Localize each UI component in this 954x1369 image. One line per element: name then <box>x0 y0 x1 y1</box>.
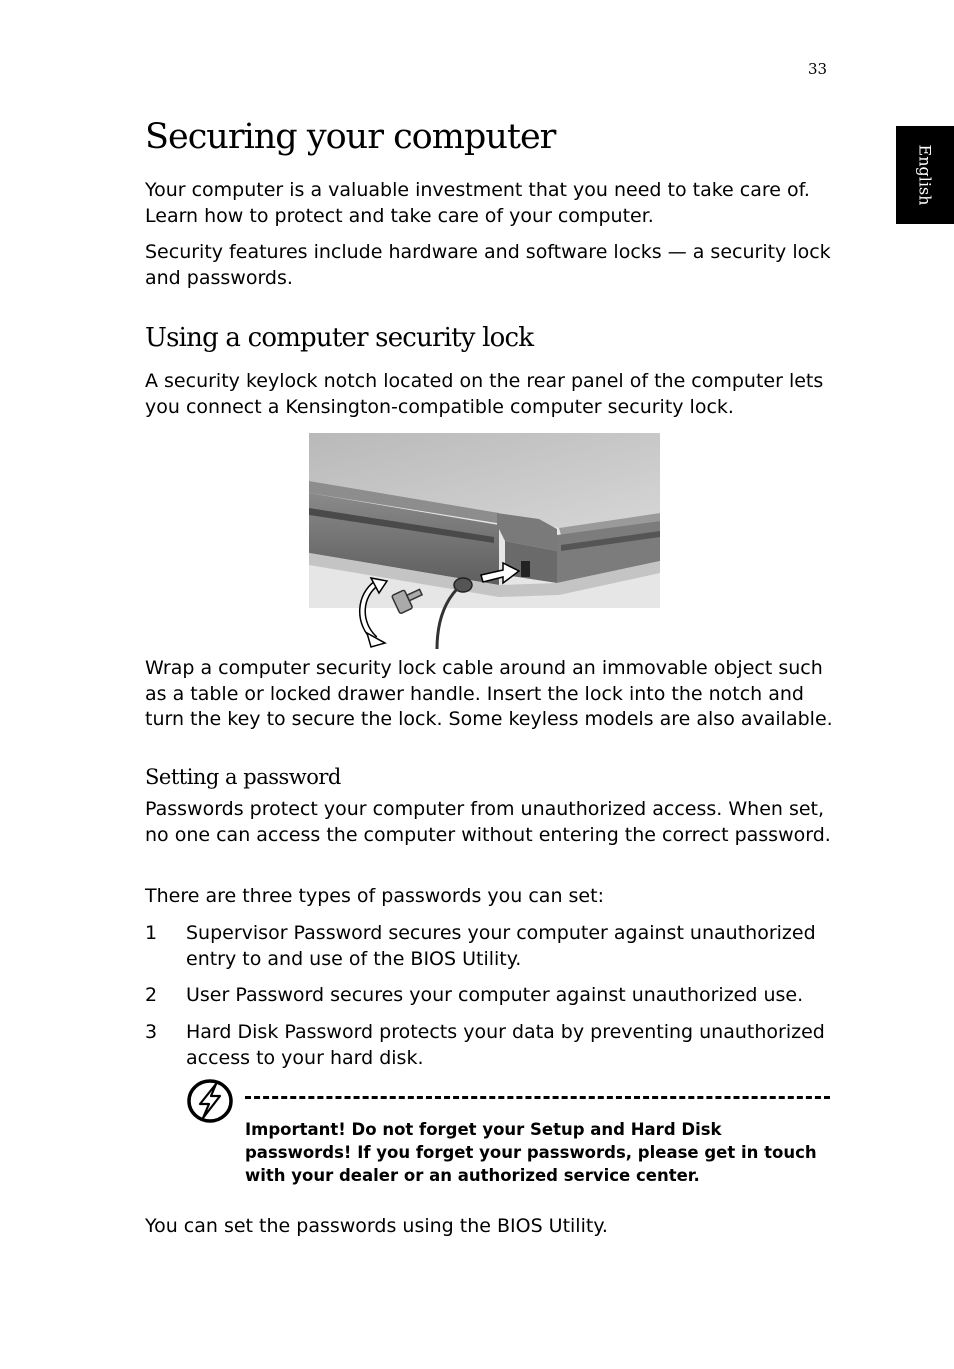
note-divider <box>245 1096 830 1099</box>
list-item-number: 2 <box>145 984 158 1006</box>
page-number: 33 <box>808 60 828 78</box>
lock-instructions: Wrap a computer security lock cable around an immovable object such as a table or locked drawer handle. Insert the lock into the notch and turn the key to secure the lock. Some keyless models are also available. <box>145 657 833 730</box>
password-description: Passwords protect your computer from unauthorized access. When set, no one can access the computer without entering the correct password. <box>145 798 831 846</box>
intro-paragraph-2: Security features include hardware and software locks — a security lock and passwords. <box>145 241 831 289</box>
section-heading-security-lock: Using a computer security lock <box>145 323 534 353</box>
language-tab-label: English <box>915 144 935 206</box>
closing-paragraph: You can set the passwords using the BIOS Utility. <box>145 1215 608 1237</box>
security-lock-illustration <box>309 433 661 649</box>
important-note: Important! Do not forget your Setup and Hard Disk passwords! If you forget your passwords, please get in touch with your dealer or an authorized service center. <box>245 1120 817 1185</box>
list-item-text: Hard Disk Password protects your data by preventing unauthorized access to your hard disk. <box>186 1021 825 1069</box>
list-item-number: 1 <box>145 922 158 944</box>
lock-description: A security keylock notch located on the rear panel of the computer lets you connect a Kensington-compatible computer security lock. <box>145 370 824 418</box>
page-title: Securing your computer <box>145 117 556 157</box>
password-list-intro: There are three types of passwords you can set: <box>145 885 604 907</box>
list-item-number: 3 <box>145 1021 158 1043</box>
list-item-text: Supervisor Password secures your computer against unauthorized entry to and use of the BIOS Utility. <box>186 922 816 970</box>
list-item-text: User Password secures your computer against unauthorized use. <box>186 984 804 1006</box>
language-tab <box>896 126 954 224</box>
intro-paragraph-1: Your computer is a valuable investment that you need to take care of. Learn how to protect and take care of your computer. <box>145 179 810 227</box>
warning-lightning-icon <box>186 1078 234 1124</box>
section-heading-password: Setting a password <box>145 765 341 789</box>
